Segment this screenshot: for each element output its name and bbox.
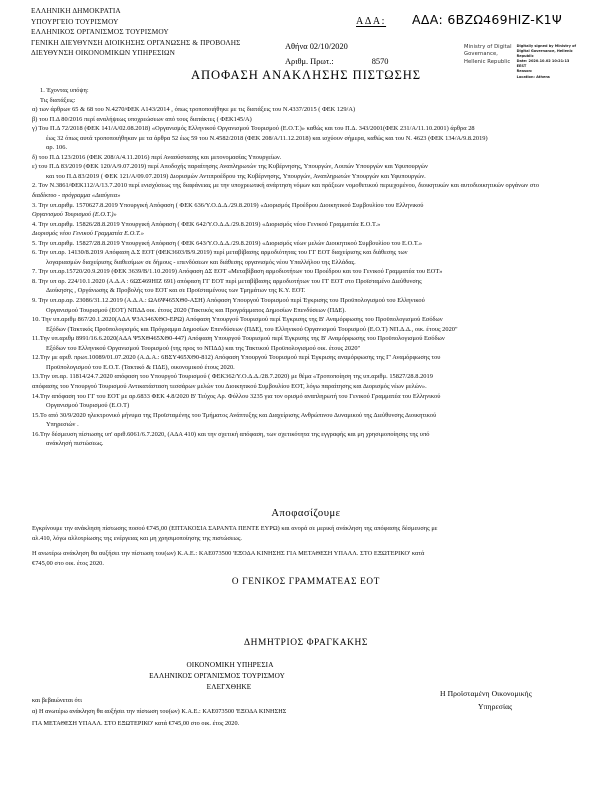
- preamble-item: 13.Την υπ.αρ. 11814/24.7.2020 απόφαση του Υπουργού Τουρισμού ( ΦΕΚ362/Υ.Ο.Δ.Δ./28.7.2020) με θέμα «Τροποποίηση της υπ.αριθμ. 15827/28.8.2019: [32, 373, 433, 381]
- ada-code: ΑΔΑ: 6BZΩ469HIZ-K1Ψ: [412, 12, 562, 27]
- preamble-item: 14.Την απόφαση του ΓΓ του ΕΟΤ με αρ.6833 ΦΕΚ 4.8/2020 Β' Τεύχος Αρ. Φύλλου 3235 για τον ορισμό αναπληρωτή του Γενικού Γραμματέα του Ελληνικού: [32, 392, 441, 400]
- signer-title: Ο ΓΕΝΙΚΟΣ ΓΡΑΜΜΑΤΕΑΣ ΕΟΤ: [231, 576, 381, 586]
- preamble-item: και του Π.Δ 83/2019 ( ΦΕΚ 121/Α/09.07.2019) Διορισμών Αντιπροέδρου της Κυβέρνησης, Υπουργών, Αναπληρωτών Υπουργών και Υφυπουργών.: [46, 172, 426, 180]
- preamble-item: Διορισμός νέου Γενικού Γραμματέα Ε.Ο.Τ.»: [32, 230, 144, 238]
- org-line-country: ΕΛΛΗΝΙΚΗ ΔΗΜΟΚΡΑΤΙΑ: [31, 6, 121, 15]
- footer-organization: ΕΛΛΗΝΙΚΟΣ ΟΡΓΑΝΙΣΜΟΣ ΤΟΥΡΙΣΜΟΥ: [149, 672, 285, 681]
- footer-confirmation-line-b: ΓΙΑ ΜΕΤΑΘΕΣΗ ΥΠΑΛΛ. ΣΤΟ ΕΞΩΤΕΡΙΚΟ' κατά €745,00 στο οικ. έτος 2020.: [32, 719, 240, 727]
- preamble-item: αρ. 106.: [46, 144, 68, 152]
- stamp-detail-line-4: Date: 2020.10.02 10:21:13: [516, 59, 570, 64]
- org-line-directorate: ΔΙΕΥΘΥΝΣΗ ΟΙΚΟΝΟΜΙΚΩΝ ΥΠΗΡΕΣΙΩΝ: [31, 48, 176, 58]
- preamble-item: απόφασης του Υπουργού Τουρισμού Αντικατάσταση τεσσάρων μελών του Διοικητικού Συμβουλίου ΕΟΤ, λόγω παραίτησης και Διορισμός νέων μελών».: [32, 382, 427, 390]
- preamble-item: Διοίκησης , Οργάνωσης & Προβολής του ΕΟΤ και σε Προϊσταμένους των Τμημάτων της Κ.Υ. ΕΟΤ.: [46, 287, 306, 295]
- org-line-ministry: ΥΠΟΥΡΓΕΙΟ ΤΟΥΡΙΣΜΟΥ: [31, 16, 119, 26]
- preamble-item: 5. Την υπ.αριθμ. 15827/28.8.2019 Υπουργική Απόφαση ( ΦΕΚ 643/Υ.Ο.Δ.Δ./29.8.2019) «Διορισμός νέων μελών Διοικητικού Συμβουλίου του Ε.Ο.Τ.»: [32, 239, 423, 247]
- preamble-item: 4. Την υπ.αριθμ. 15826/28.8.2019 Υπουργική Απόφαση ( ΦΕΚ 642/Υ.Ο.Δ.Δ./29.8.2019) «Διορισμός νέου Γενικού Γραμματέα Ε.Ο.Τ.»: [32, 220, 381, 228]
- city-date: Αθήνα 02/10/2020: [285, 42, 348, 51]
- preamble-item: 7. Την υπ.αρ.15720/20.9.2019 (ΦΕΚ 3639/Β/1.10.2019) Απόφαση ΔΣ ΕΟΤ «Μεταβίβαση αρμοδιοτήτων του Προέδρου και του Γενικού Γραμματέα του ΕΟΤ»: [32, 268, 443, 276]
- protocol-label: Αριθμ. Πρωτ.:: [285, 57, 334, 66]
- preamble-item: Οργανισμού Τουρισμού (Ε.Ο.Τ): [46, 402, 130, 410]
- preamble-item: Προϋπολογισμού του Ε.Ο.Τ. (Τακτικό & ΠΔΕ), οικονομικού έτους 2020.: [46, 363, 235, 371]
- decision-line: €745,00 στο οικ. έτος 2020.: [32, 559, 105, 567]
- footer-confirmation-line-a: α) Η ανωτέρω ανάκληση θα αυξήσει την πίστωση του(ων) Κ.Α.Ε.: ΚΑΕ073500 'ΕΞΟΔΑ ΚΙΝΗΣΗΣ: [32, 708, 287, 716]
- preamble-item: 6. Την υπ.αρ. 14130/8.2019 Απόφαση Δ.Σ ΕΟΤ (ΦΕΚ3603/Β/9.2019) περί μεταβίβασης αρμοδιότητας του ΓΓ ΕΟΤ διαχείρισης και διάθεσης των: [32, 249, 408, 257]
- decision-line: Η ανωτέρω ανάκληση θα αυξήσει την πίστωση του(ων) Κ.Α.Ε.: ΚΑΕ073500 'ΕΞΟΔΑ ΚΙΝΗΣΗΣ ΓΙΑ ΜΕΤΑΘΕΣΗ ΥΠΑΛΛ. ΣΤΟ ΕΞΩΤΕΡΙΚΟ' κατά: [32, 550, 425, 558]
- preamble-section: [32, 86, 588, 449]
- stamp-authority-line-3: Hellenic Republic: [464, 58, 511, 65]
- preamble-item: 12.Την με αριθ. πρωτ.10089/01.07.2020 (Α.Δ.Α.: 6ΒΣΥ465ΧΘ0-812) Απόφαση Υπουργού Τουρισμού περί Έγκρισης αναμόρφωσης της Γ' Αναμόρφωσης του: [32, 354, 441, 362]
- preamble-item: 11.Την υπ.αριθμ 8991/16.6.2020(ΑΔΑ Ψ5ΧΘ465ΧΘ0-447) Απόφαση Υπουργού Τουρισμού περί Έγκρισης της Β' Αναμόρφωσης του Προϋπολογισμού Εσόδων: [32, 335, 445, 343]
- stamp-authority-line-1: Ministry of Digital: [464, 44, 512, 50]
- date-protocol-block: [285, 39, 475, 69]
- preamble-item: 8. Την υπ αρ. 224/10.1.2020 (Α.Δ.Α : 6ΩΣ469ΗΙΖ 691) απόφαση ΓΓ ΕΟΤ περί μεταβίβασης αρμοδιοτήτων του ΓΓ ΕΟΤ στο Προϊσταμένο Διεύθυνσης: [32, 277, 422, 285]
- preamble-item: 3. Την υπ.αριθμ. 1570627.8.2019 Υπουργική Απόφαση ( ΦΕΚ 636/Υ.Ο.Δ.Δ./29.8.2019) «Διορισμός Προέδρου Διοικητικού Συμβουλίου του Ελληνικού: [32, 201, 424, 209]
- stamp-detail-line-1: Digitally signed by Ministry of: [516, 44, 577, 48]
- stamp-detail-line-2: Digital Governance, Hellenic: [516, 49, 573, 54]
- decision-section: [32, 524, 588, 568]
- ada-label: ΑΔΑ:: [356, 16, 387, 27]
- preamble-item: έως 32 όπως αυτά τροποποιήθηκαν με τα άρθρα 52 έως 59 του Ν.4582/2018 (ΦΕΚ 208/Α/11.12.2018) και ισχύουν σήμερα, καθώς και του Ν. 4623 (ΦΕΚ 134/Α/9.8.2019): [46, 134, 488, 142]
- preamble-subheading: Τις διατάξεις:: [40, 96, 76, 104]
- preamble-item: Οργανισμού Τουρισμού (ΕΟΤ) ΝΠΔΔ οικ. έτους 2020 (Τακτικός και Προγράμματος Δημοσίων Επενδύσεων (ΠΔΕ).: [46, 306, 347, 314]
- preamble-heading: 1. Έχοντας υπόψη:: [40, 87, 89, 94]
- stamp-detail-line-5: EEST: [516, 64, 527, 69]
- stamp-authority-line-2: Governance,: [464, 51, 499, 58]
- protocol-row: [285, 54, 475, 69]
- preamble-item: 15.Το από 30/9/2020 ηλεκτρονικό μήνυμα της Προϊσταμένης του Τμήματος Ανάπτυξης και Διαχείρισης Ανθρώπινου Δυναμικού της Διεύθυνσης Διοικητικού: [32, 411, 437, 419]
- preamble-item: Εξόδων (Τακτικός Προϋπολογισμός και Πρόγραμμα Δημοσίων Επενδύσεων (ΠΔΕ), του Ελληνικού Οργανισμού Τουρισμού (Ε.Ο.Τ) ΝΠ.Δ.Δ., οικ. έτους 2020": [46, 325, 458, 333]
- preamble-item: α) των άρθρων 65 & 68 του Ν.4270/ΦΕΚ Α143/2014 , όπως τροποποιήθηκε με τις διατάξεις του Ν.4337/2015 ( ΦΕΚ 129/Α): [32, 106, 356, 114]
- preamble-item: 10. Την υπ.αριθμ 867/20.1.2020(ΑΔΑ Ψ3Α346ΧΘΟ-ΕΡΩ) Απόφαση Υπουργού Τουρισμού περί Έγκρισης της Β' Αναμόρφωσης του Προϋπολογισμού Εσόδων: [32, 316, 443, 324]
- preamble-item: Εξόδων του Ελληνικού Οργανισμού Τουρισμού (της προς το ΝΠΔΔ) και της Τακτικού Προϋπολογισμού οικ. έτους 2020": [46, 344, 361, 352]
- org-line-organization: ΕΛΛΗΝΙΚΟΣ ΟΡΓΑΝΙΣΜΟΣ ΤΟΥΡΙΣΜΟΥ: [31, 27, 169, 37]
- preamble-item: Οργανισμού Τουρισμού (Ε.Ο.Τ.)»: [32, 211, 117, 219]
- footer-confirmation-intro: και βεβαιώνεται ότι: [32, 696, 82, 704]
- preamble-item: 16.Την δέσμευση πίστωσης υπ' αριθ.6061/6.7.2020, (ΑΔΑ 410) και την σχετική απόφαση, των σχετικότητα της εγγραφής και μη χρησιμοποίησης της υπό: [32, 430, 430, 438]
- preamble-item: ανάκλησή πιστώσεως.: [46, 440, 104, 448]
- protocol-number: 8570: [371, 57, 389, 66]
- footer-head-title: Η Προϊσταμένη Οικονομικής: [440, 689, 532, 698]
- footer-checked-label: ΕΛΕΓΧΘΗΚΕ: [206, 683, 252, 692]
- preamble-item: 9. Την υπ.αρ.αρ. 23086/31.12.2019 (Α.Δ.Α.: ΩΑ6Ψ465ΧΘ0-ΑΣΗ) Απόφαση Υπουργού Τουρισμού περί Έγκρισης του Προϋπολογισμού του Ελληνικού: [32, 297, 425, 305]
- preamble-item: δ) του Π.Δ 123/2016 (ΦΕΚ 208/Α/4.11.2016) περί Ανασύστασης και μετονομασίας Υπουργείων.: [32, 153, 282, 161]
- preamble-item: β) του Π.Δ 80/2016 περί αναλήψεως υποχρεώσεων από τους διατάκτες ( ΦΕΚ145/Α): [32, 115, 252, 123]
- decision-line: Εγκρίνουμε την ανάκληση πίστωσης ποσού €745,00 (ΕΠΤΑΚΟΣΙΑ ΣΑΡΑΝΤΑ ΠΕΝΤΕ ΕΥΡΩ) και ανορά σε μερική ανάκληση της απόφασης δέσμευσης με: [32, 525, 438, 532]
- financial-service-head-block: [440, 688, 610, 713]
- preamble-item: ε) του Π.Δ 83/2019 (ΦΕΚ 120/Α/9.07.2019) περί Αποδοχής παραίτησης Αναπληρωτών της Κυβέρνησης, Υπουργών, Λοιπών Υπουργών και Υφυπουργών: [32, 163, 428, 171]
- footer-financial-service: ΟΙΚΟΝΟΜΙΚΗ ΥΠΗΡΕΣΙΑ: [186, 661, 274, 669]
- decision-heading: Αποφασίζουμε: [271, 508, 341, 519]
- document-title: ΑΠΟΦΑΣΗ ΑΝΑΚΛΗΣΗΣ ΠΙΣΤΩΣΗΣ: [191, 68, 421, 82]
- stamp-detail-line-3: Republic: [516, 54, 534, 59]
- org-line-general-directorate: ΓΕΝΙΚΗ ΔΙΕΥΘΥΝΣΗ ΔΙΟΙΚΗΣΗΣ ΟΡΓΑΝΩΣΗΣ & ΠΡΟΒΟΛΗΣ: [31, 37, 241, 47]
- preamble-item: Υπηρεσιών .: [46, 421, 79, 429]
- financial-service-verification-block: [32, 660, 392, 728]
- decision-line: αλ.410, λόγω αλλοτρίωσης της ενέργειας και μη χρησιμοποίησης της πιστώσεως.: [32, 534, 243, 542]
- preamble-item: γ) Του Π.Δ 72/2018 (ΦΕΚ 141/Α/02.08.2018) «Οργανισμός Ελληνικού Οργανισμού Τουρισμού (Ε.Ο.Τ.)» καθώς και του Π.Δ. 343/2001(ΦΕΚ 231/Α/11.10.2001) άρθρα 28: [32, 125, 475, 133]
- stamp-detail-line-7: Location: Athens: [516, 74, 550, 79]
- signer-name: ΔΗΜΗΤΡΙΟΣ ΦΡΑΓΚΑΚΗΣ: [244, 638, 368, 648]
- preamble-item: λογαριασμών διαχείρισης διαθεσίμων σε δήμους - επενδύσεων και διάθεσης οργανισμός νέου Υπαλλήλου της Ελλάδας.: [46, 258, 356, 266]
- stamp-detail-line-6: Reason:: [516, 69, 533, 74]
- footer-head-subtitle: Υπηρεσίας: [478, 701, 513, 711]
- preamble-item: διαδίκτυο - πρόγραμμα «Διαύγεια»: [32, 192, 121, 200]
- preamble-item: 2. Τον Ν.3861/ΦΕΚ112/Α/13.7.2010 περί ενισχύσεως της διαφάνειας με την υποχρεωτική ανάρτηση νόμων και πράξεων νομοθετικού περιεχομένου, διοικητικών και αυτοδιοικητικών οργάνων στο: [32, 182, 540, 190]
